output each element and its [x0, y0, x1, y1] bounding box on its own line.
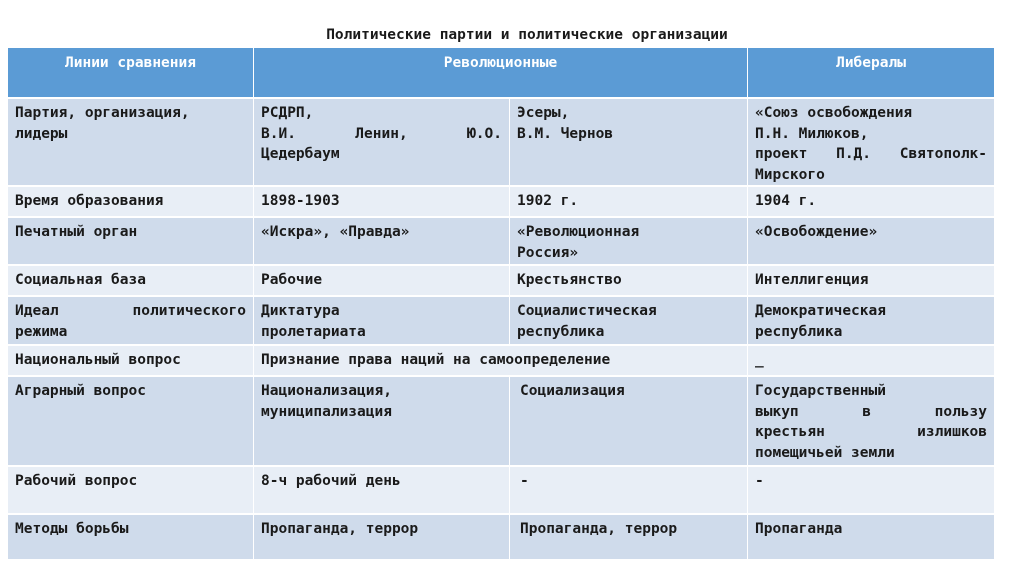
row-label: Время образования: [8, 186, 254, 217]
row-label: Партия, организация, лидеры: [8, 98, 254, 186]
cell-sr: Пропаганда, террор: [510, 514, 748, 560]
cell-rsdrp: 8-ч рабочий день: [254, 466, 510, 514]
table-row: [8, 186, 995, 217]
row-label: Методы борьбы: [8, 514, 254, 560]
cell-liberals: Интеллигенция: [748, 265, 995, 296]
table-header-row: [8, 48, 995, 98]
cell-sr: Крестьянство: [510, 265, 748, 296]
table-row: [8, 376, 995, 466]
cell-sr: -: [510, 466, 748, 514]
row-label: Социальная база: [8, 265, 254, 296]
row-label: Аграрный вопрос: [8, 376, 254, 466]
cell-rsdrp: РСДРП, В.И. Ленин, Ю.О. Цедербаум: [254, 98, 510, 186]
column-header-liberals: Либералы: [748, 48, 995, 98]
row-label: Печатный орган: [8, 217, 254, 265]
cell-rsdrp: Национализация, муниципализация: [254, 376, 510, 466]
page-title: Политические партии и политические организации: [326, 27, 728, 43]
cell-liberals: Демократическая республика: [748, 296, 995, 345]
cell-revolutionary: Признание права наций на самоопределение: [254, 345, 748, 376]
cell-rsdrp: Рабочие: [254, 265, 510, 296]
cell-liberals: «Союз освобождения П.Н. Милюков, проект П.Д. Святополк- Мирского: [748, 98, 995, 186]
cell-sr: Эсеры, В.М. Чернов: [510, 98, 748, 186]
row-label: Рабочий вопрос: [8, 466, 254, 514]
comparison-table: [7, 48, 995, 561]
cell-rsdrp: Диктатура пролетариата: [254, 296, 510, 345]
cell-liberals: 1904 г.: [748, 186, 995, 217]
cell-rsdrp: Пропаганда, террор: [254, 514, 510, 560]
cell-sr: 1902 г.: [510, 186, 748, 217]
cell-liberals: _: [748, 345, 995, 376]
table-row: [8, 217, 995, 265]
column-header-comparison: Линии сравнения: [8, 48, 254, 98]
cell-sr: «Революционная Россия»: [510, 217, 748, 265]
cell-sr: Социалистическая республика: [510, 296, 748, 345]
cell-liberals: -: [748, 466, 995, 514]
table-row: [8, 345, 995, 376]
cell-rsdrp: 1898-1903: [254, 186, 510, 217]
table-row: [8, 98, 995, 186]
column-header-revolutionary: Революционные: [254, 48, 748, 98]
cell-liberals: Пропаганда: [748, 514, 995, 560]
table-row: [8, 296, 995, 345]
row-label: Национальный вопрос: [8, 345, 254, 376]
cell-liberals: «Освобождение»: [748, 217, 995, 265]
cell-liberals: Государственный выкуп в пользу крестьян излишков помещичьей земли: [748, 376, 995, 466]
table-row: [8, 466, 995, 514]
table-row: [8, 514, 995, 560]
row-label: Идеал политического режима: [8, 296, 254, 345]
table-row: [8, 265, 995, 296]
cell-rsdrp: «Искра», «Правда»: [254, 217, 510, 265]
cell-sr: Социализация: [510, 376, 748, 466]
